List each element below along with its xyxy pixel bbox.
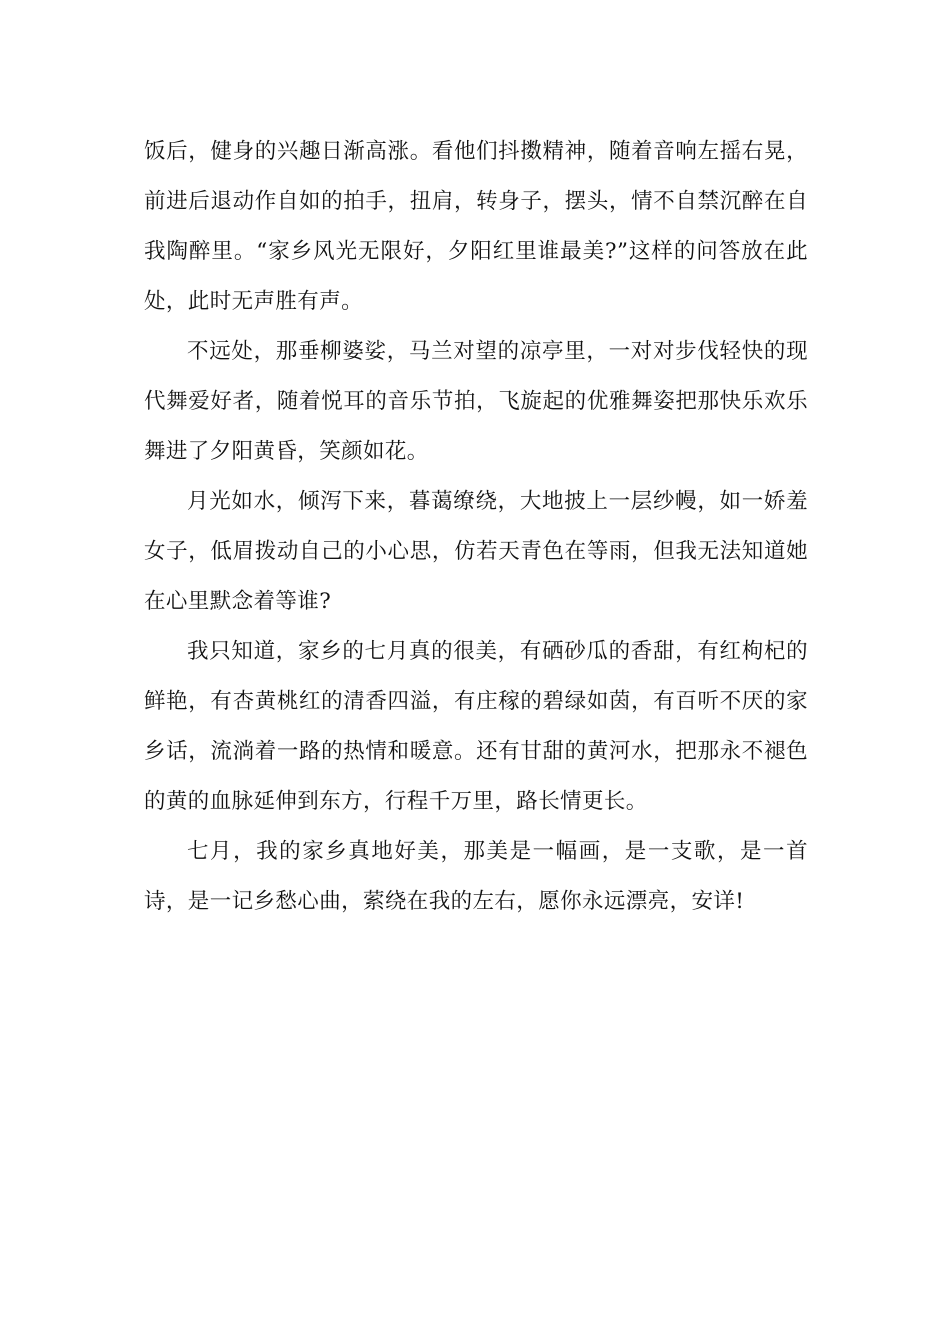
paragraph-4: 我只知道，家乡的七月真的很美，有硒砂瓜的香甜，有红枸杞的鲜艳，有杏黄桃红的清香四溢，有庄稼的碧绿如茵，有百听不厌的家乡话，流淌着一路的热情和暖意。还有甘甜的黄河水，把那永不褪色的黄的血脉延伸到东方，行程千万里，路长情更长。 [144,639,808,814]
paragraph-3: 月光如水，倾泻下来，暮蔼缭绕，大地披上一层纱幔，如一娇羞女子，低眉拨动自己的小心思，仿若天青色在等雨，但我无法知道她在心里默念着等谁? [144,489,808,614]
paragraph-1: 饭后，健身的兴趣日渐高涨。看他们抖擞精神，随着音响左摇右晃，前进后退动作自如的拍手，扭肩，转身子，摆头，情不自禁沉醉在自我陶醉里。“家乡风光无限好，夕阳红里谁最美?”这样的问答放在此处，此时无声胜有声。 [144,139,808,314]
paragraph-2: 不远处，那垂柳婆娑，马兰对望的凉亭里，一对对步伐轻快的现代舞爱好者，随着悦耳的音乐节拍，飞旋起的优雅舞姿把那快乐欢乐舞进了夕阳黄昏，笑颜如花。 [144,339,808,464]
paragraph-5: 七月，我的家乡真地好美，那美是一幅画，是一支歌，是一首诗，是一记乡愁心曲，萦绕在我的左右，愿你永远漂亮，安详! [144,839,808,914]
document-body [144,127,808,927]
